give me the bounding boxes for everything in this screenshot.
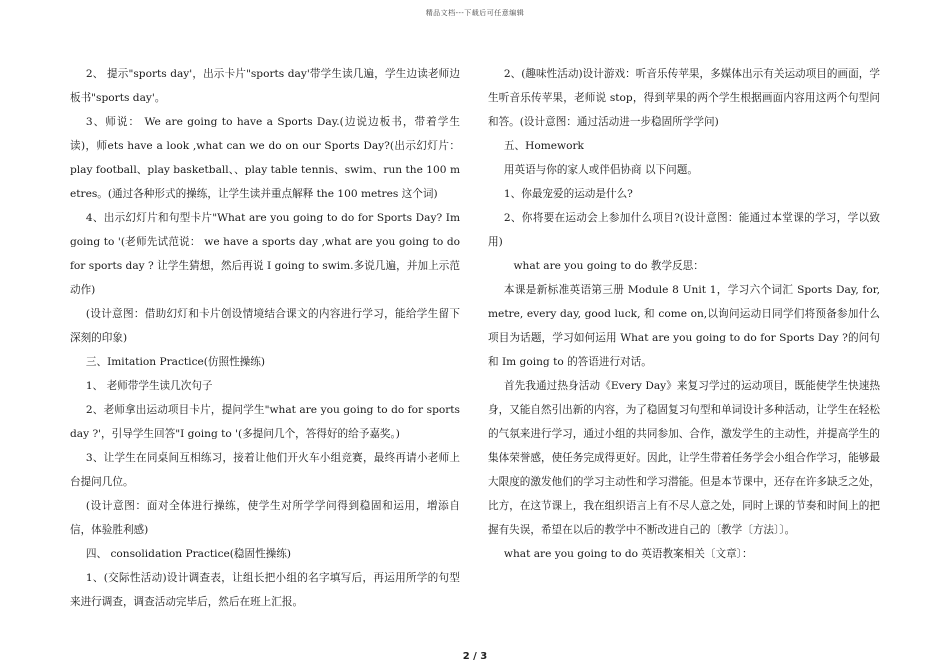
paragraph: 首先我通过热身活动《Every Day》来复习学过的运动项目，既能使学生快速热身，又能自然引出新的内容，为了稳固复习句型和单词设计多种活动，让学生在轻松的气氛来进行学习，通过小组的共同参加、合作，激发学生的主动性，并提高学生的集体荣誉感，使任务完成得更好。因此，让学生带着任务学会小组合作学习，能够最大限度的激发他们的学习主动性和学习潜能。但是本节课中，还存在许多缺乏之处，比方，在这节课上，我在组织语言上有不尽人意之处，同时上课的节奏和时间上的把握有失误，希望在以后的教学中不断改进自己的〔教学〔方法〕〕。: [488, 380, 880, 536]
paragraph: 1、(交际性活动)设计调查表，让组长把小组的名字填写后，再运用所学的句型来进行调查，调查活动完毕后，然后在班上汇报。: [70, 572, 460, 608]
paragraph: 本课是新标准英语第三册 Module 8 Unit 1，学习六个词汇 Sports Day, for, metre, every day, good luck, 和 come on,以询问运动日同学们将预备参加什么项目为话题，学习如何运用 What are you going to do for Sports Day ?的问句和 Im going to 的答语进行对话。: [488, 284, 880, 368]
right-column: [488, 62, 880, 566]
paragraph: 3、让学生在同桌间互相练习，接着让他们开火车小组竞赛，最终再请小老师上台提问几位。: [70, 452, 460, 488]
section-heading: 五、Homework: [503, 140, 584, 152]
section-heading: 三、Imitation Practice(仿照性操练): [85, 356, 266, 368]
paragraph: 1、你最宠爱的运动是什么?: [503, 188, 633, 200]
related-articles-heading: what are you going to do 英语教案相关〔文章〕：: [503, 548, 753, 560]
paragraph: 2、你将要在运动会上参加什么项目?(设计意图：能通过本堂课的学习，学以致用): [488, 212, 880, 248]
page-number: 2 / 3: [462, 651, 488, 662]
section-heading: 四、 consolidation Practice(稳固性操练): [85, 548, 292, 560]
paragraph: 2、 提示"sports day'，出示卡片"sports day'带学生读几遍，学生边读老师边板书"sports day'。: [70, 68, 460, 104]
paragraph: 用英语与你的家人或伴侣协商 以下问题。: [503, 164, 698, 176]
paragraph: (设计意图：面对全体进行操练，使学生对所学学问得到稳固和运用，增添自信，体验胜利感): [70, 500, 460, 536]
left-column: [70, 62, 460, 614]
paragraph: 2、(趣味性活动)设计游戏：听音乐传苹果，多媒体出示有关运动项目的画面，学生听音乐传苹果，老师说 stop，得到苹果的两个学生根据画面内容用这两个句型问和答。(设计意图：通过活动进一步稳固所学学问): [488, 68, 880, 128]
paragraph: 2、老师拿出运动项目卡片，提问学生"what are you going to do for sports day ?'，引导学生回答"I going to '(多提问几个，答得好的给予嘉奖。): [70, 404, 460, 440]
paragraph: (设计意图：借助幻灯和卡片创设情境结合课文的内容进行学习，能给学生留下深刻的印象): [70, 308, 460, 344]
page-header: 精品文档---下载后可任意编辑: [425, 9, 525, 17]
paragraph: 3、师说： We are going to have a Sports Day.(边说边板书，带着学生读)，师ets have a look ,what can we do on our Sports Day?(出示幻灯片： play football、play basketball、、play table tennis、swim、run the 100 metres。(通过各种形式的操练，让学生读并重点解释 the 100 metres 这个词): [70, 116, 460, 200]
paragraph: 1、 老师带学生读几次句子: [85, 380, 213, 392]
reflection-heading: what are you going to do 教学反思：: [513, 260, 704, 272]
paragraph: 4、出示幻灯片和句型卡片"What are you going to do for Sports Day? Im going to '(老师先试范说： we have a sports day ,what are you going to do for sports day ? 让学生猜想，然后再说 I going to swim.多说几遍，并加上示范动作): [70, 212, 460, 296]
